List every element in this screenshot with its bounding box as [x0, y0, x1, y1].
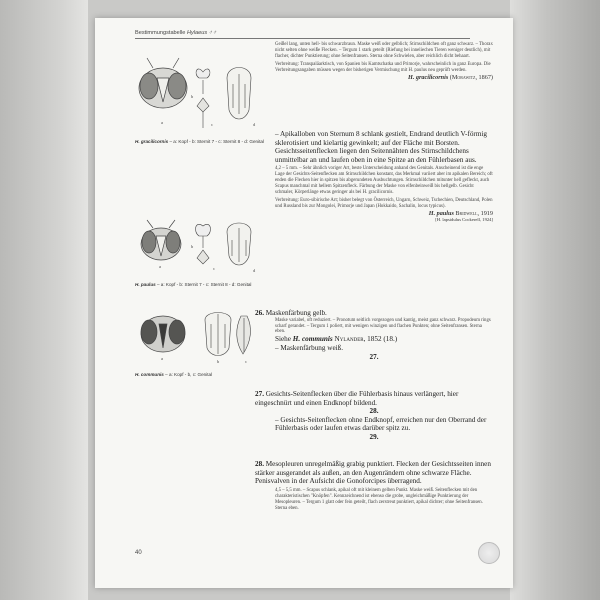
sternite-drawings — [196, 69, 210, 128]
couplet-27 — [255, 390, 493, 442]
book-gutter-shadow — [0, 0, 88, 600]
library-stamp — [478, 542, 500, 564]
fig3-label-b: b — [217, 359, 220, 364]
caption-paulus: H. paulus – a: Kopf - b: Sternit 7 - c: Sternit 8 - d: Genital — [135, 282, 252, 287]
fig2-label-d: d — [253, 268, 256, 273]
couplet-28-number: 28. — [255, 460, 264, 468]
fig2-label-c: c — [213, 266, 215, 271]
sternite-drawings — [196, 224, 211, 264]
genital-drawing — [227, 223, 251, 265]
couplet-27-alternative: – Gesichts-Seitenflecken ohne Endknopf, erreichen nur den Oberrand der Fühlerbasis oder laufen etwas darüber spitz zu. — [275, 415, 487, 433]
caption-gracilicornis: H. gracilicornis – a: Kopf - b: Sternit 7 - c: Sternit 8 - d: Genital — [135, 139, 264, 144]
couplet-26-alternative: – Maskenfärbung weiß. — [275, 343, 344, 352]
figure-communis — [135, 308, 271, 368]
figure-gracilicornis — [135, 54, 271, 134]
gracilicornis-distribution: Verbreitung: Transpaläarktisch, von Spanien bis Kamtschatka und Primorje, wahrscheinlich in ganz Europa. Die Verbreitungsangaben müssen wegen der bisherigen Vermischung mit H. paulus neu geprüft werden. — [275, 61, 491, 73]
block-paulus — [275, 130, 493, 224]
fig2-label-b: b — [191, 244, 194, 249]
genital-drawing — [227, 68, 251, 120]
gracilicornis-description: Geißel lang, unten hell- bis schwarzbraun. Maske weiß oder gelblich; Stirnschildchen oft ganz schwarz. – Thorax nicht selten ohne weiße Flecken. – Tergum 1 stark geteilt (Riefung bei inneliechen Tieren weniger deutlich), mit flacher, dichter Punktierung; ohne Seitenfransen. Sterna ohne Schwielen, aber reichlich dicht behaart. — [275, 42, 493, 59]
fig1-label-a: a — [161, 120, 163, 125]
head-drawing — [141, 316, 185, 352]
fig3-label-c: c — [245, 359, 247, 364]
couplet-26-siehe: Siehe H. communis Nylander, 1852 (18.) — [275, 335, 398, 344]
gracilicornis-taxon: H. gracilicornis (Morawitz, 1867) — [408, 73, 493, 81]
block-gracilicornis — [275, 42, 493, 81]
fig3-label-a: a — [161, 356, 163, 361]
couplet-26 — [255, 309, 493, 361]
figure-paulus — [135, 218, 271, 278]
fig1-label-d: d — [253, 122, 256, 127]
head-drawing — [141, 220, 181, 260]
paulus-distribution: Verbreitung: Euro-sibirische Art; bisher belegt von Österreich, Ungarn, Schweiz, Tschechien, Deutschland, Polen und Russland bis zur Mongolei, Primorje und Japan (Hokkaido, Sachalin, locus typicus). — [275, 197, 493, 209]
page-number: 40 — [135, 550, 142, 556]
paulus-key-lead: – Apikalloben von Sternum 8 schlank gestielt, Endrand deutlich V-förmig sklerotisiert und kielartig gewinkelt; auf der Fläche mit Borsten. Gesichtsseitenflecken liegen den Seitennähten des Stirnschildchens unmittelbar an und laufen oben in eine Spitze an den Fühlerbasen aus. — [275, 130, 487, 164]
couplet-27-number: 27. — [255, 390, 264, 398]
couplet-26-goto: 27. — [369, 352, 379, 361]
head-drawing — [139, 58, 187, 108]
couplet-28-description: 4,5 – 5,5 mm. – Scapus schlank, apikal oft mit kleinem gelben Punkt. Maske weiß. Seitenflecken mit den charakteristischen "Knöpfen". Kennzeichnend ist ebenso die grobe, ungleichmäßige Punktierung der Mesopleuren. – Tergum 1 glatt oder fein geteilt, flach zerstreut punktiert, apikal dichter; ohne Seitenfransen. Sterna eben. — [275, 487, 483, 511]
running-header: Bestimmungstabelle Hylaeus ♂♂ — [135, 30, 470, 39]
couplet-28-lead: Mesopleuren unregelmäßig grabig punktiert. Flecken der Gesichtsseiten innen stärker ausgerandet als außen, an den Augenrändern ohne schwarze Fläche. Penisvalven in der Aufsicht die Gonoforcipes überragend. — [255, 460, 491, 486]
book-page — [95, 18, 513, 588]
genital-drawing-c — [237, 316, 251, 354]
genital-drawing-b — [205, 313, 231, 356]
couplet-26-number: 26. — [255, 309, 264, 317]
paulus-description: 4,2 – 5 mm. – Sehr ähnlich voriger Art, beste Unterscheidung anhand des Genitals. Anscheinend ist die enge Lage der Gesichts-Seitenflecken am Stirnschildchen konstant, das Merkmal variiert aber im apikalen Bereich; oft enden die Flecken hier in spitzen bis abgerundeten Ausbuchtungen. Stirnschildchen mitunter hell gefleckt, auch Scapus manchmal mit hellem Spitzenfleck. Färbung der Maske von elfenbeinweiß bis hellgelb. Gesicht schmaler, Körperlänge etwas geringer als bei H. gracilicornis. — [275, 166, 493, 195]
couplet-26-description: Maske variabel, oft reduziert. – Pronotum seitlich vorgezogen und kantig, meist ganz schwarz. Propodeum rings scharf gerandet. – Tergum 1 poliert, mit wenigen winzigen und flachen Punkten; ohne Seitenfransen. Sterna eben. — [275, 317, 491, 335]
fig1-label-b: b — [191, 94, 194, 99]
caption-communis: H. communis – a: Kopf - b, c: Genital — [135, 372, 213, 377]
couplet-27-goto-1: 28. — [369, 407, 379, 416]
paulus-taxon: H. paulus Bridwell, 1919 — [428, 209, 493, 217]
couplet-28 — [255, 460, 493, 511]
book-edge-shadow — [510, 0, 600, 600]
couplet-27-goto-2: 29. — [369, 432, 379, 441]
fig1-label-c: c — [211, 122, 213, 127]
couplet-27-lead: Gesichts-Seitenflecken über die Fühlerbasis hinaus verlängert, hier eingeschnürt und einen Endknopf bildend. — [255, 390, 459, 407]
couplet-26-lead: Maskenfärbung gelb. — [265, 309, 327, 317]
paulus-synonym: [H. lapsidulus Cockerell, 1924] — [435, 217, 493, 223]
fig2-label-a: a — [159, 264, 161, 269]
